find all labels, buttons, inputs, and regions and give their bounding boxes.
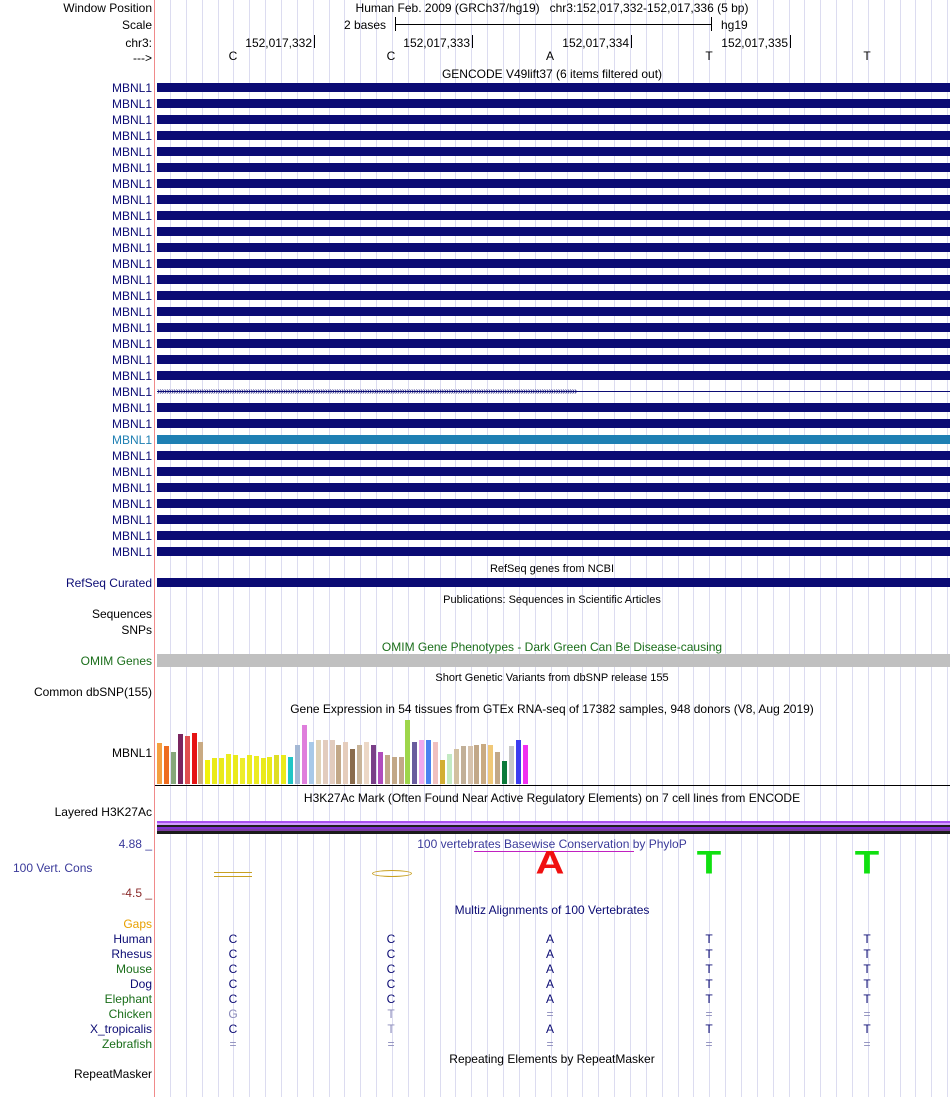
publications-track-title[interactable]: Publications: Sequences in Scientific Articles — [443, 594, 661, 606]
gencode-transcript-label[interactable]: MBNL1 — [111, 241, 152, 255]
gencode-exon-bar[interactable] — [157, 195, 950, 204]
alignment-base: T — [387, 1007, 395, 1021]
conservation-logo-letter: T — [854, 845, 880, 881]
gtex-tissue-bar[interactable] — [281, 755, 286, 784]
gtex-tissue-bar[interactable] — [502, 761, 507, 784]
ruler-tick-label: 152,017,332 — [245, 36, 312, 50]
species-label[interactable]: Elephant — [104, 992, 152, 1006]
omim-gene-bar[interactable] — [157, 654, 950, 667]
gencode-transcript-label[interactable]: MBNL1 — [111, 497, 152, 511]
gencode-transcript-label[interactable]: MBNL1 — [111, 257, 152, 271]
gencode-track-title[interactable]: GENCODE V49lift37 (6 items filtered out) — [441, 67, 663, 81]
refseq-track-label[interactable]: RefSeq Curated — [65, 576, 152, 590]
gencode-exon-bar[interactable] — [157, 83, 950, 92]
gtex-tissue-bar[interactable] — [378, 752, 383, 784]
h3k27ac-track-label[interactable]: Layered H3K27Ac — [54, 805, 152, 819]
gencode-exon-bar[interactable] — [157, 147, 950, 156]
gtex-tissue-bar[interactable] — [185, 736, 190, 784]
gencode-exon-bar[interactable] — [157, 451, 950, 460]
gtex-tissue-bar[interactable] — [461, 746, 466, 784]
conservation-small-mark-1 — [214, 872, 252, 877]
gtex-tissue-bar[interactable] — [198, 742, 203, 784]
gtex-tissue-bar[interactable] — [392, 757, 397, 784]
reference-base: A — [545, 49, 554, 63]
gtex-tissue-bar[interactable] — [364, 742, 369, 784]
scale-text: 2 bases — [344, 18, 387, 32]
scale-bar-right-tick — [711, 17, 712, 31]
gtex-tissue-bar[interactable] — [468, 746, 473, 784]
gencode-exon-bar[interactable] — [157, 179, 950, 188]
gencode-transcript-label[interactable]: MBNL1 — [111, 177, 152, 191]
gtex-tissue-bar[interactable] — [316, 740, 321, 784]
gtex-tissue-bar[interactable] — [399, 757, 404, 784]
gencode-exon-bar[interactable] — [157, 131, 950, 140]
gencode-transcript-label[interactable]: MBNL1 — [111, 433, 152, 447]
scale-label: Scale — [121, 18, 152, 32]
alignment-base: A — [545, 992, 554, 1006]
gtex-tissue-bar[interactable] — [385, 755, 390, 784]
gencode-exon-bar[interactable] — [157, 99, 950, 108]
gtex-tissue-bar[interactable] — [330, 740, 335, 784]
alignment-base: C — [386, 992, 396, 1006]
gtex-tissue-bar[interactable] — [309, 742, 314, 784]
gtex-tissue-bar[interactable] — [530, 752, 535, 784]
gencode-exon-bar[interactable] — [157, 211, 950, 220]
gtex-tissue-bar[interactable] — [226, 754, 231, 784]
alignment-base: C — [228, 977, 238, 991]
gtex-tissue-bar[interactable] — [205, 760, 210, 784]
gencode-exon-bar[interactable] — [157, 435, 950, 444]
alignment-base: = — [387, 1037, 395, 1051]
window-title: Human Feb. 2009 (GRCh37/hg19) chr3:152,017,332-152,017,336 (5 bp) — [355, 1, 749, 15]
gtex-track-label[interactable]: MBNL1 — [111, 746, 152, 760]
conservation-track-label[interactable]: 100 Vert. Cons — [13, 861, 93, 875]
h3k27ac-track-title[interactable]: H3K27Ac Mark (Often Found Near Active Regulatory Elements) on 7 cell lines from ENCODE — [303, 791, 801, 805]
gencode-exon-bar[interactable] — [157, 355, 950, 364]
alignment-base: C — [228, 1022, 238, 1036]
gtex-tissue-bar[interactable] — [323, 740, 328, 784]
alignment-base: = — [229, 1037, 237, 1051]
ruler-tick-label: 152,017,335 — [721, 36, 788, 50]
dbsnp-track-label[interactable]: Common dbSNP(155) — [33, 685, 152, 699]
alignment-base: A — [545, 962, 554, 976]
gtex-tissue-bar[interactable] — [267, 757, 272, 784]
gencode-transcript-label[interactable]: MBNL1 — [111, 417, 152, 431]
gtex-bar-chart[interactable] — [157, 716, 537, 784]
alignment-base: = — [863, 1007, 871, 1021]
gencode-transcript-label[interactable]: MBNL1 — [111, 481, 152, 495]
gtex-tissue-bar[interactable] — [336, 745, 341, 784]
gencode-transcript-label[interactable]: MBNL1 — [111, 353, 152, 367]
species-label[interactable]: Human — [113, 932, 152, 946]
gtex-tissue-bar[interactable] — [509, 746, 514, 784]
alignment-base: G — [228, 1007, 238, 1021]
gtex-tissue-bar[interactable] — [516, 740, 521, 784]
gencode-transcript-label[interactable]: MBNL1 — [111, 449, 152, 463]
alignment-base: = — [863, 1037, 871, 1051]
alignment-base: T — [705, 992, 713, 1006]
gtex-tissue-bar[interactable] — [164, 746, 169, 784]
gencode-transcript-label[interactable]: MBNL1 — [111, 369, 152, 383]
ruler-tick-label: 152,017,334 — [562, 36, 629, 50]
conservation-title-text: 100 vertebrates Basewise Conservation by PhyloP — [417, 837, 687, 851]
strand-label: ---> — [133, 51, 152, 65]
alignment-base: T — [705, 1022, 713, 1036]
alignment-base: C — [386, 977, 396, 991]
gtex-tissue-bar[interactable] — [178, 734, 183, 784]
ruler-tick — [790, 35, 791, 48]
species-label[interactable]: X_tropicalis — [89, 1022, 152, 1036]
gencode-transcript-label[interactable]: MBNL1 — [111, 289, 152, 303]
species-label[interactable]: Zebrafish — [101, 1037, 152, 1051]
gtex-tissue-bar[interactable] — [192, 733, 197, 784]
gtex-tissue-bar[interactable] — [171, 752, 176, 784]
alignment-base: T — [705, 962, 713, 976]
conservation-logo-letter: T — [696, 845, 722, 881]
alignment-base: T — [705, 947, 713, 961]
ruler-tick — [631, 35, 632, 48]
conservation-ymin: -4.5 _ — [121, 886, 152, 900]
gencode-exon-bar[interactable] — [157, 403, 950, 412]
gencode-transcript-label[interactable]: MBNL1 — [111, 161, 152, 175]
gtex-tissue-bar[interactable] — [405, 720, 410, 784]
gtex-baseline — [155, 785, 950, 786]
gencode-exon-bar[interactable] — [157, 227, 950, 236]
alignment-base: C — [228, 932, 238, 946]
conservation-small-mark-2 — [372, 870, 412, 877]
gencode-exon-bar[interactable] — [157, 243, 950, 252]
gencode-transcript-label[interactable]: MBNL1 — [111, 337, 152, 351]
gencode-transcript-label[interactable]: MBNL1 — [111, 321, 152, 335]
conservation-logo-letter: A — [535, 845, 565, 881]
gtex-tissue-bar[interactable] — [343, 742, 348, 784]
gtex-tissue-bar[interactable] — [426, 740, 431, 784]
dbsnp-track-title[interactable]: Short Genetic Variants from dbSNP release 155 — [435, 672, 669, 684]
gencode-transcript-label[interactable]: MBNL1 — [111, 97, 152, 111]
gtex-tissue-bar[interactable] — [412, 742, 417, 784]
alignment-base: = — [705, 1007, 713, 1021]
gtex-tissue-bar[interactable] — [474, 745, 479, 784]
gencode-transcript-label[interactable]: MBNL1 — [111, 305, 152, 319]
gtex-tissue-bar[interactable] — [440, 760, 445, 784]
gtex-tissue-bar[interactable] — [274, 755, 279, 784]
gtex-tissue-bar[interactable] — [233, 755, 238, 784]
gencode-exon-bar[interactable] — [157, 419, 950, 428]
alignment-base: T — [863, 977, 871, 991]
gencode-exon-bar[interactable] — [157, 483, 950, 492]
gencode-exon-bar[interactable] — [157, 291, 950, 300]
gencode-exon-bar[interactable] — [157, 499, 950, 508]
gencode-exon-bar[interactable] — [157, 275, 950, 284]
repeatmasker-track-title[interactable]: Repeating Elements by RepeatMasker — [449, 1052, 655, 1066]
gencode-transcript-label[interactable]: MBNL1 — [111, 529, 152, 543]
gencode-transcript-label[interactable]: MBNL1 — [111, 129, 152, 143]
gtex-tissue-bar[interactable] — [523, 745, 528, 784]
gtex-tissue-bar[interactable] — [495, 752, 500, 784]
gtex-tissue-bar[interactable] — [295, 745, 300, 784]
gencode-transcript-label[interactable]: MBNL1 — [111, 225, 152, 239]
gencode-exon-bar[interactable] — [157, 339, 950, 348]
gtex-tissue-bar[interactable] — [240, 758, 245, 784]
alignment-base: T — [863, 932, 871, 946]
gtex-tissue-bar[interactable] — [302, 725, 307, 784]
window-position-label: Window Position — [63, 1, 152, 15]
gencode-exon-bar[interactable] — [157, 163, 950, 172]
alignment-base: A — [545, 947, 554, 961]
snps-label[interactable]: SNPs — [121, 623, 152, 637]
alignment-base: A — [545, 977, 554, 991]
alignment-base: C — [228, 947, 238, 961]
alignment-base: T — [863, 992, 871, 1006]
gencode-transcript-label[interactable]: MBNL1 — [111, 513, 152, 527]
h3k27ac-signal[interactable] — [157, 821, 950, 834]
gtex-tissue-bar[interactable] — [371, 745, 376, 784]
alignment-base: T — [863, 962, 871, 976]
gtex-tissue-bar[interactable] — [261, 758, 266, 784]
gencode-exon-bar[interactable] — [157, 371, 950, 380]
gencode-exon-bar[interactable] — [157, 467, 950, 476]
gencode-transcript-label[interactable]: MBNL1 — [111, 193, 152, 207]
alignment-base: A — [545, 932, 554, 946]
alignment-base: = — [705, 1037, 713, 1051]
alignment-base: T — [863, 1022, 871, 1036]
omim-track-title[interactable]: OMIM Gene Phenotypes - Dark Green Can Be Disease-causing — [381, 640, 723, 654]
refseq-gene-bar[interactable] — [157, 578, 950, 587]
ruler-tick — [472, 35, 473, 48]
ruler-tick — [314, 35, 315, 48]
alignment-base: T — [863, 947, 871, 961]
species-label[interactable]: Dog — [129, 977, 152, 991]
gtex-tissue-bar[interactable] — [433, 742, 438, 784]
chrom-label: chr3: — [125, 36, 152, 50]
gencode-exon-bar[interactable] — [157, 531, 950, 540]
alignment-base: C — [386, 932, 396, 946]
gencode-exon-bar[interactable] — [157, 323, 950, 332]
gtex-tissue-bar[interactable] — [212, 758, 217, 784]
refseq-track-title[interactable]: RefSeq genes from NCBI — [489, 563, 615, 575]
gencode-transcript-label[interactable]: MBNL1 — [111, 385, 152, 399]
alignment-base: C — [228, 962, 238, 976]
gencode-transcript-label[interactable]: MBNL1 — [111, 273, 152, 287]
alignment-base: = — [546, 1007, 554, 1021]
gtex-tissue-bar[interactable] — [288, 757, 293, 784]
reference-base: T — [863, 49, 871, 63]
gtex-tissue-bar[interactable] — [454, 749, 459, 784]
gtex-tissue-bar[interactable] — [481, 744, 486, 784]
gencode-transcript-label[interactable]: MBNL1 — [111, 401, 152, 415]
alignment-base: T — [387, 1022, 395, 1036]
gencode-transcript-label[interactable]: MBNL1 — [111, 465, 152, 479]
gencode-transcript-label[interactable]: MBNL1 — [111, 81, 152, 95]
gtex-tissue-bar[interactable] — [219, 758, 224, 784]
gencode-transcript-label[interactable]: MBNL1 — [111, 209, 152, 223]
gencode-exon-bar[interactable] — [157, 115, 950, 124]
gencode-transcript-label[interactable]: MBNL1 — [111, 145, 152, 159]
ruler-tick-label: 152,017,333 — [403, 36, 470, 50]
gtex-tissue-bar[interactable] — [350, 749, 355, 784]
gtex-tissue-bar[interactable] — [157, 743, 162, 784]
alignment-base: C — [386, 947, 396, 961]
alignment-base: C — [386, 962, 396, 976]
sequences-label[interactable]: Sequences — [91, 607, 152, 621]
gtex-track-title[interactable]: Gene Expression in 54 tissues from GTEx RNA-seq of 17382 samples, 948 donors (V8, Aug 2019) — [290, 702, 814, 716]
gencode-transcript-label[interactable]: MBNL1 — [111, 113, 152, 127]
gencode-exon-bar[interactable] — [157, 307, 950, 316]
scale-bar-left-tick — [395, 17, 396, 31]
gencode-transcript-label[interactable]: MBNL1 — [111, 545, 152, 559]
gtex-tissue-bar[interactable] — [254, 756, 259, 784]
gtex-tissue-bar[interactable] — [488, 745, 493, 784]
reference-base: C — [386, 49, 396, 63]
gtex-tissue-bar[interactable] — [419, 740, 424, 784]
alignment-base: C — [228, 992, 238, 1006]
species-label[interactable]: Chicken — [108, 1007, 152, 1021]
alignment-base: T — [705, 977, 713, 991]
gtex-tissue-bar[interactable] — [357, 745, 362, 784]
gtex-tissue-bar[interactable] — [447, 754, 452, 784]
assembly-label: hg19 — [721, 18, 748, 32]
species-label[interactable]: Rhesus — [111, 947, 152, 961]
gencode-exon-bar[interactable] — [157, 547, 950, 556]
alignment-base: A — [545, 1022, 554, 1036]
conservation-ymax: 4.88 _ — [118, 837, 152, 851]
gaps-label: Gaps — [123, 917, 152, 931]
reference-base: T — [705, 49, 713, 63]
gtex-tissue-bar[interactable] — [247, 755, 252, 784]
multiz-track-title[interactable]: Multiz Alignments of 100 Vertebrates — [454, 903, 650, 917]
species-label[interactable]: Mouse — [115, 962, 152, 976]
alignment-base: = — [546, 1037, 554, 1051]
alignment-base: T — [705, 932, 713, 946]
label-column-divider — [154, 0, 155, 1097]
scale-bar — [395, 24, 711, 25]
gencode-exon-bar[interactable] — [157, 515, 950, 524]
gencode-exon-bar[interactable] — [157, 259, 950, 268]
strand-arrows: ›››››››››››››››››››››››››››››››››››››››››››››››››››››››››››››››››››››››››››››››››››››››››››››››››››››››››››››››››››››››››››››››››››››››››››››››››››››››››››››››››››››››››››››››››››› — [157, 386, 577, 397]
repeatmasker-track-label[interactable]: RepeatMasker — [73, 1067, 152, 1081]
reference-base: C — [228, 49, 238, 63]
omim-track-label[interactable]: OMIM Genes — [80, 654, 152, 668]
